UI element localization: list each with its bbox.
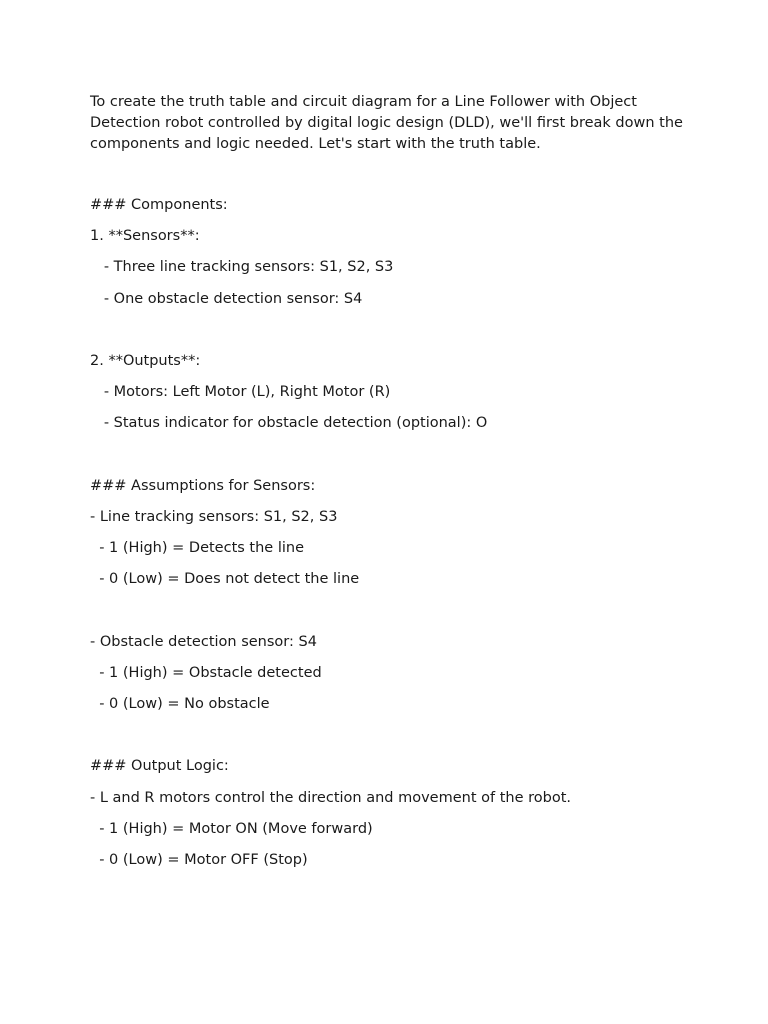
sub-item-line-high: - 1 (High) = Detects the line [90, 540, 304, 557]
document-page [90, 92, 690, 868]
intro-paragraph: To create the truth table and circuit diagram for a Line Follower with Object Detection robot controlled by digital logic design (DLD), we'll first break down the components and logic needed. Let's start with the truth table. [90, 94, 683, 152]
list-item-sensors: 1. **Sensors**: [90, 228, 200, 245]
blank-line [90, 315, 690, 346]
document-body [90, 190, 690, 876]
sub-item-obstacle-sensor: - One obstacle detection sensor: S4 [90, 290, 363, 307]
heading-assumptions: ### Assumptions for Sensors: [90, 477, 316, 494]
list-item-motors-control: - L and R motors control the direction and movement of the robot. [90, 789, 571, 806]
sub-item-obstacle-high: - 1 (High) = Obstacle detected [90, 664, 322, 681]
blank-line [90, 440, 690, 471]
sub-item-motors: - Motors: Left Motor (L), Right Motor (R) [90, 384, 391, 401]
sub-item-obstacle-low: - 0 (Low) = No obstacle [90, 696, 270, 712]
list-item-line-tracking: - Line tracking sensors: S1, S2, S3 [90, 508, 338, 525]
sub-item-motor-on: - 1 (High) = Motor ON (Move forward) [90, 820, 373, 837]
heading-components: ### Components: [90, 197, 228, 213]
sub-item-line-sensors: - Three line tracking sensors: S1, S2, S3 [90, 259, 394, 276]
blank-line [90, 595, 690, 626]
sub-item-status-indicator: - Status indicator for obstacle detection (optional): O [90, 415, 488, 432]
list-item-obstacle: - Obstacle detection sensor: S4 [90, 633, 317, 650]
sub-item-line-low: - 0 (Low) = Does not detect the line [90, 571, 360, 588]
list-item-outputs: 2. **Outputs**: [90, 352, 201, 369]
heading-output-logic: ### Output Logic: [90, 758, 229, 775]
blank-line [90, 720, 690, 751]
sub-item-motor-off: - 0 (Low) = Motor OFF (Stop) [90, 851, 308, 868]
